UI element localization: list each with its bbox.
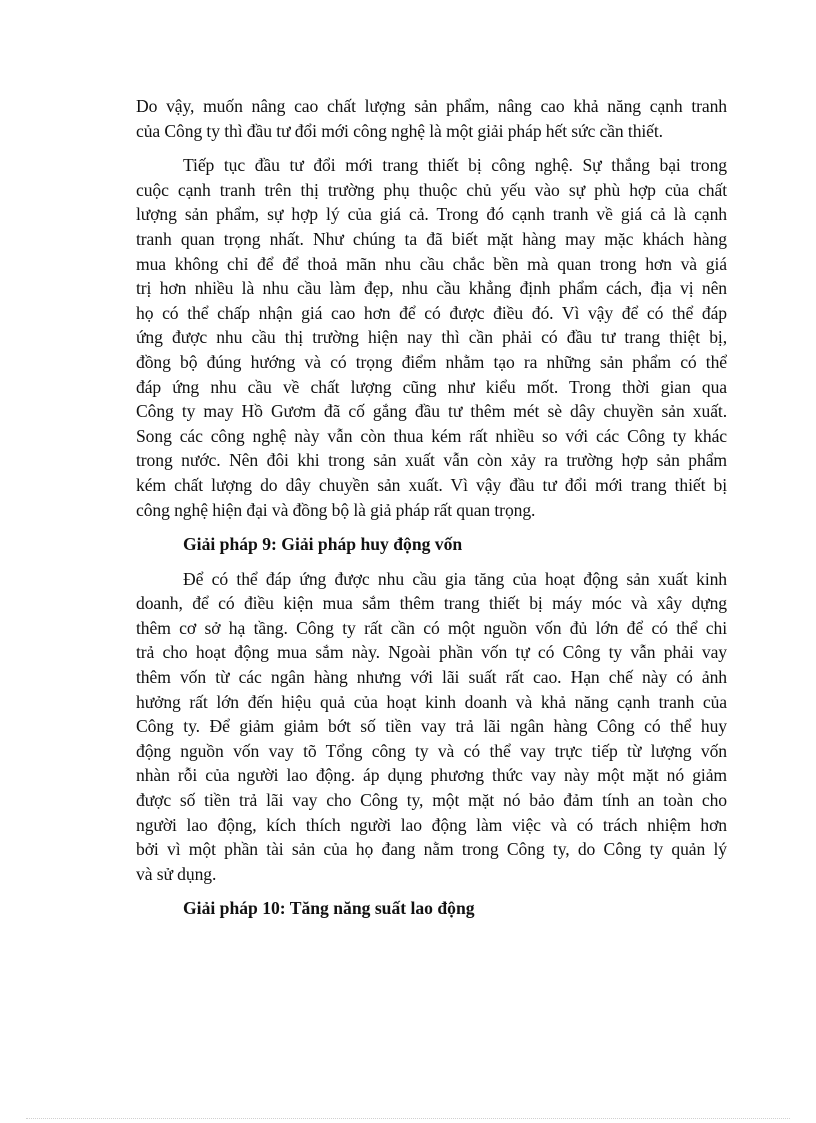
text-line: được số tiền trả lãi vay cho Công ty, một mặt nó bảo đảm tính an toàn cho	[136, 790, 727, 811]
text-line: thêm cơ sở hạ tầng. Công ty rất cần có một nguồn vốn đủ lớn để có thể chi	[136, 617, 727, 638]
text-line: trả cho hoạt động mua sắm này. Ngoài phần vốn tự có Công ty vẫn phải vay	[136, 642, 727, 663]
text-line: cuộc cạnh tranh trên thị trường phụ thuộc chủ yếu vào sự phù hợp của chất	[136, 179, 727, 200]
text-line: trong nước. Nên đôi khi trong sản xuất vẫn còn xảy ra trường hợp sản phẩm	[136, 450, 727, 471]
text-line: Do vậy, muốn nâng cao chất lượng sản phẩm, nâng cao khả năng cạnh tranh	[136, 96, 727, 116]
text-line: Để có thể đáp ứng được nhu cầu gia tăng của hoạt động sản xuất kinh	[183, 568, 727, 589]
text-line: công nghệ hiện đại và đồng bộ là giả pháp rất quan trọng.	[136, 499, 536, 520]
text-line: hưởng rất lớn đến hiệu quả của hoạt kinh doanh và khả năng cạnh tranh của	[136, 691, 727, 712]
text-line: đáp ứng nhu cầu về chất lượng cũng như kiểu mốt. Trong thời gian qua	[136, 376, 727, 397]
text-line: trị hơn nhiều là nhu cầu làm đẹp, nhu cầu khẳng định phẩm cách, địa vị nên	[136, 278, 727, 299]
text-line: Công ty. Để giảm giảm bớt số tiền vay trả lãi ngân hàng Công có thể huy	[136, 716, 727, 737]
page-bottom-divider	[26, 1118, 790, 1119]
text-line: ứng được nhu cầu thị trường hiện nay thì cần phải có đầu tư trang thiệt bị,	[136, 327, 727, 348]
text-line: doanh, để có điều kiện mua sắm thêm trang thiết bị máy móc và xây dựng	[136, 593, 727, 614]
text-line: động nguồn vốn vay tõ Tổng công ty và có thể vay trực tiếp từ lượng vốn	[136, 740, 727, 761]
text-line: mua không chỉ để để thoả mãn nhu cầu chắc bền mà quan trong hơn và giá	[136, 253, 727, 274]
text-line: đồng bộ đúng hướng và có trọng điểm nhằm tạo ra những sản phẩm có thể	[136, 351, 727, 372]
text-line: lượng sản phẩm, sự hợp lý của giá cả. Trong đó cạnh tranh về giá cả là cạnh	[136, 204, 727, 225]
text-line: kém chất lượng do dây chuyền sản xuất. Vì vậy đầu tư đổi mới trang thiết bị	[136, 474, 727, 495]
text-line: và sử dụng.	[136, 863, 217, 884]
paragraph-1	[136, 94, 727, 143]
text-line: tranh quan trọng nhất. Như chúng ta đã biết mặt hàng may mặc khách hàng	[136, 228, 727, 249]
text-line: của Công ty thì đầu tư đổi mới công nghệ là một giải pháp hết sức cần thiết.	[136, 120, 663, 141]
text-line: Tiếp tục đầu tư đổi mới trang thiết bị công nghệ. Sự thắng bại trong	[183, 155, 727, 176]
document-body	[136, 94, 727, 921]
paragraph-3	[136, 567, 727, 887]
paragraph-2	[136, 153, 727, 522]
section-heading-10: Giải pháp 10: Tăng năng suất lao động	[183, 898, 475, 919]
section-heading-9: Giải pháp 9: Giải pháp huy động vốn	[183, 534, 463, 555]
text-line: nhàn rỗi của người lao động. áp dụng phương thức vay này một mặt nó giảm	[136, 765, 727, 786]
text-line: Song các công nghệ này vẫn còn thua kém rất nhiều so với các Công ty khác	[136, 425, 727, 446]
text-line: bởi vì một phần tài sản của họ đang nằm trong Công ty, do Công ty quản lý	[136, 839, 727, 860]
text-line: người lao động, kích thích người lao động làm việc và có trách nhiệm hơn	[136, 814, 727, 835]
text-line: Công ty may Hồ Gươm đã cố gắng đầu tư thêm mét sè dây chuyền sản xuất.	[136, 401, 727, 422]
text-line: họ có thể chấp nhận giá cao hơn để có được điều đó. Vì vậy để có thể đáp	[136, 302, 727, 323]
text-line: thêm vốn từ các ngân hàng nhưng với lãi suất rất cao. Hạn chế này có ảnh	[136, 667, 727, 688]
